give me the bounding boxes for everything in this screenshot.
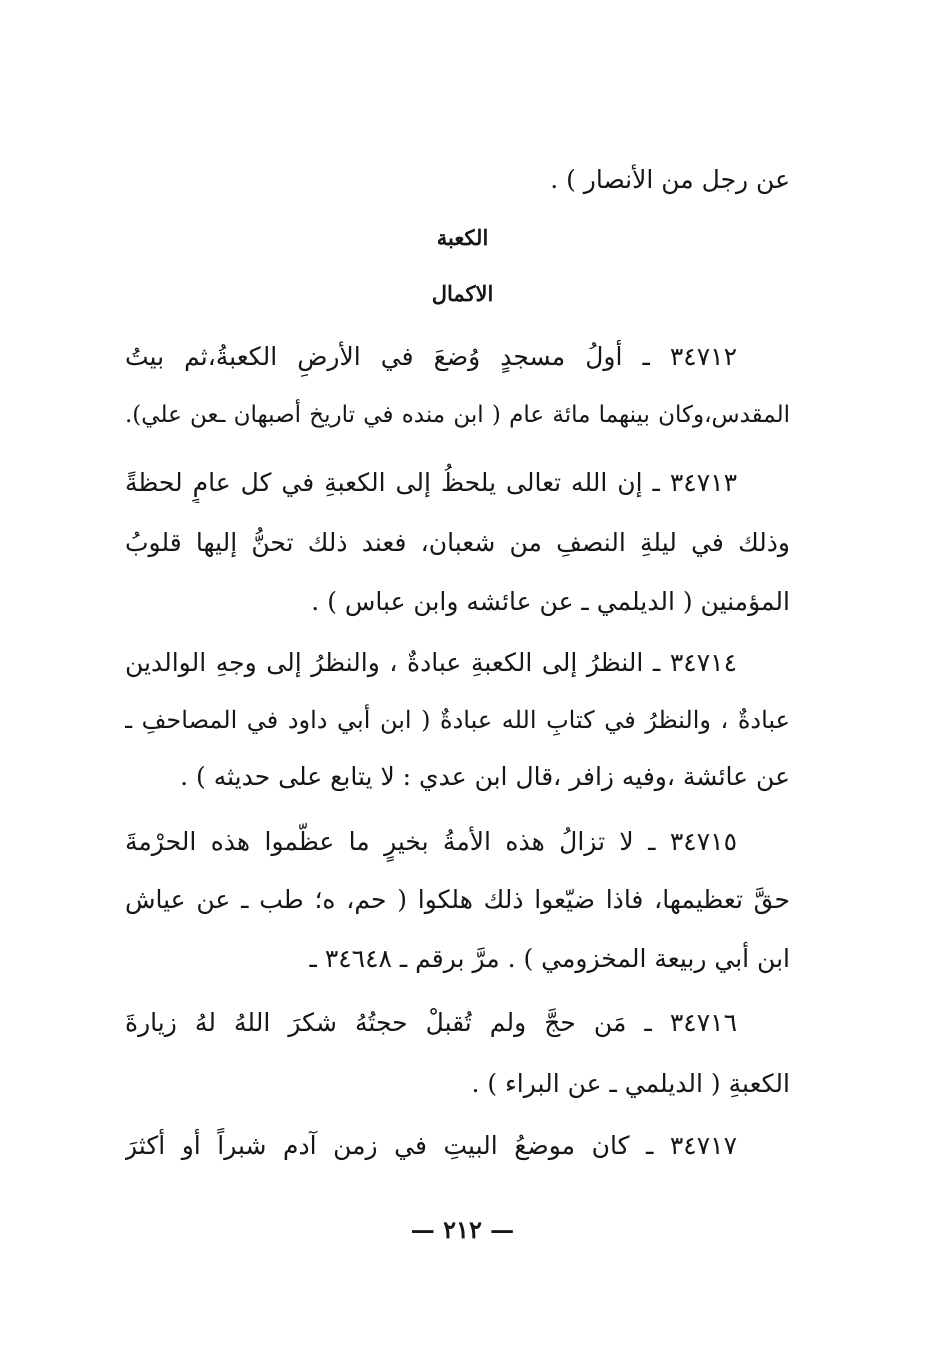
hadith-34714-line-1: ٣٤٧١٤ ـ النظرُ إلى الكعبةِ عبادةٌ ، والنظرُ إلى وجهِ الوالدين <box>125 648 737 677</box>
hadith-34717-line-1: ٣٤٧١٧ ـ كان موضعُ البيتِ في زمن آدم شبراً أو أكثرَ <box>125 1131 737 1160</box>
hadith-34712-line-2: المقدس،وكان بينهما مائة عام ( ابن منده في تاريخ أصبهان ـعن علي). <box>125 402 790 428</box>
hadith-34713-line-3: المؤمنين ( الديلمي ـ عن عائشه وابن عباس ) . <box>311 587 790 616</box>
section-subtitle: الاكمال <box>431 281 494 306</box>
hadith-34714-line-2: عبادةٌ ، والنظرُ في كتابِ الله عبادةٌ ( ابن أبي داود في المصاحفِ ـ <box>125 706 790 734</box>
section-title: الكعبة <box>436 225 489 250</box>
hadith-34714-line-3: عن عائشة ،وفيه زافر ،قال ابن عدي : لا يتابع على حديثه ) . <box>180 762 790 791</box>
hadith-34715-line-1: ٣٤٧١٥ ـ لا تزالُ هذه الأمةُ بخيرٍ ما عظّموا هذه الحرْمةَ <box>125 827 737 856</box>
hadith-34713-line-1: ٣٤٧١٣ ـ إن الله تعالى يلحظُ إلى الكعبةِ في كل عامٍ لحظةً <box>125 468 737 497</box>
page-number: — ٢١٢ — <box>410 1215 515 1244</box>
hadith-34713-line-2: وذلك في ليلةِ النصفِ من شعبان، فعند ذلك تحنُّ إليها قلوبُ <box>125 528 790 557</box>
hadith-34715-line-3: ابن أبي ربيعة المخزومي ) . مرَّ برقم ـ ٣٤٦٤٨ ـ <box>309 944 790 973</box>
hadith-34715-line-2: حقَّ تعظيمها، فاذا ضيّعوا ذلك هلكوا ( حم، ه؛ طب ـ عن عياش <box>125 885 790 914</box>
hadith-34716-line-1: ٣٤٧١٦ ـ مَن حجَّ ولم تُقبلْ حجتُهُ شكرَ اللهُ لهُ زيارةَ <box>125 1008 737 1037</box>
hadith-34716-line-2: الكعبةِ ( الديلمي ـ عن البراء ) . <box>471 1069 790 1098</box>
hadith-34712-line-1: ٣٤٧١٢ ـ أولُ مسجدٍ وُضعَ في الأرضِ الكعبةُ،ثم بيتُ <box>125 342 737 371</box>
continuation-line: عن رجل من الأنصار ) . <box>550 165 790 194</box>
